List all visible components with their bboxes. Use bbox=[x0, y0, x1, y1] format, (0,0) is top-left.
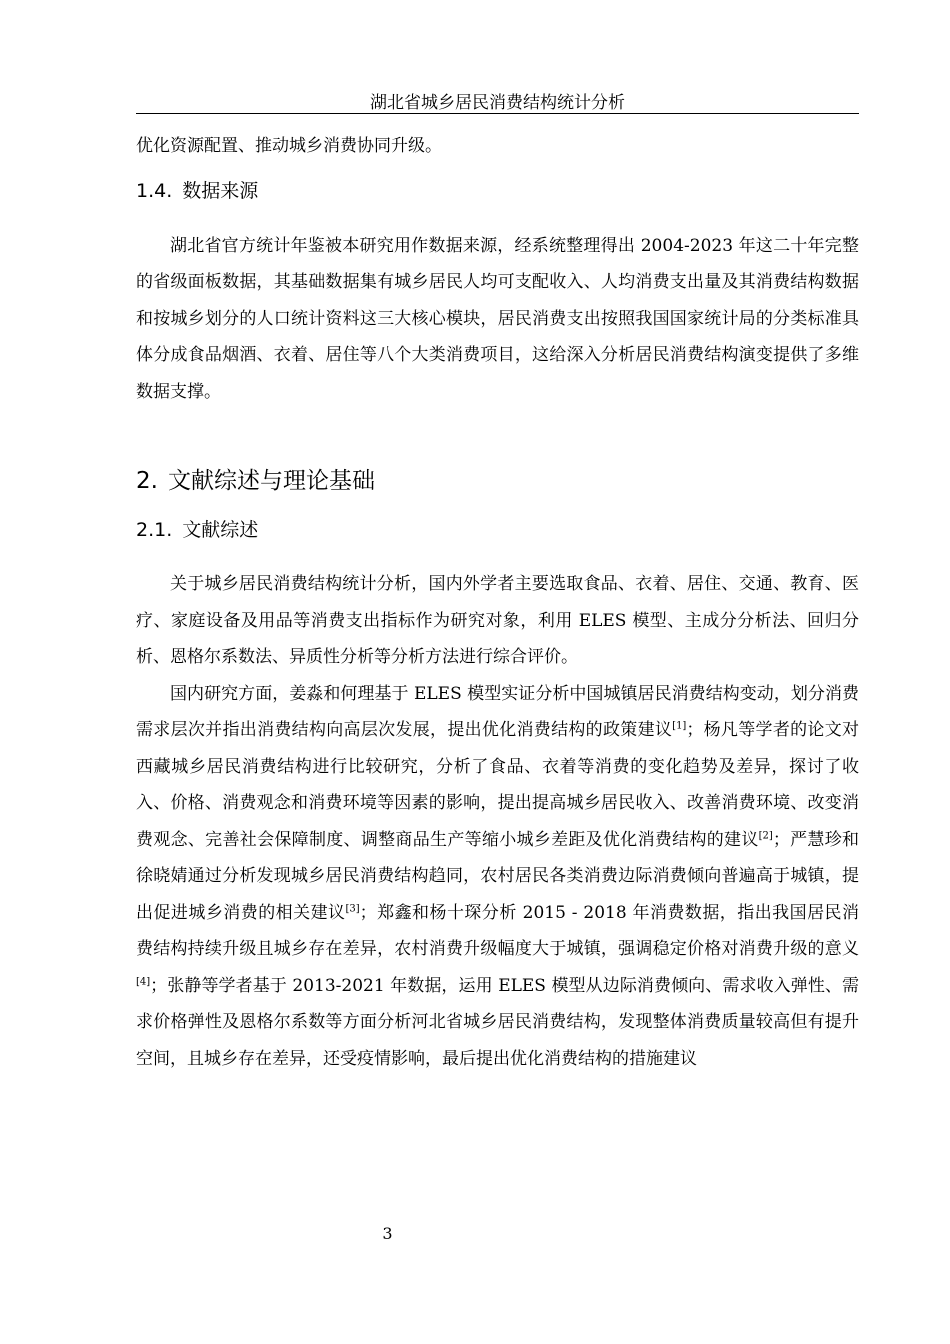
citation-ref: [2] bbox=[758, 829, 773, 841]
paragraph-data-source: 湖北省官方统计年鉴被本研究用作数据来源，经系统整理得出 2004-2023 年这二十年完整的省级面板数据，其基础数据集有城乡居民人均可支配收入、人均消费支出量及其消费结构数据和按城乡划分的人口统计资料这三大核心模块，居民消费支出按照我国国家统计局的分类标准具体分成食品烟酒、衣着、居住等八个大类消费项目，这给深入分析居民消费结构演变提供了多维数据支撑。 bbox=[136, 235, 859, 402]
section-heading-2-1 bbox=[136, 516, 859, 544]
paragraph-literature-overview: 关于城乡居民消费结构统计分析，国内外学者主要选取食品、衣着、居住、交通、教育、医疗、家庭设备及用品等消费支出指标作为研究对象，利用 ELES 模型、主成分分析法、回归分析、恩格尔系数法、异质性分析等分析方法进行综合评价。 bbox=[136, 574, 859, 667]
citation-ref: [3] bbox=[345, 902, 360, 914]
sentence: ；张静等学者基于 2013-2021 年数据，运用 ELES 模型从边际消费倾向、需求收入弹性、需求价格弹性及恩格尔系数等方面分析河北省城乡居民消费结构，发现整体消费质量较高但有提升空间，且城乡存在差异，还受疫情影响，最后提出优化消费结构的措施建议 bbox=[136, 975, 859, 1069]
section-number: 1.4. bbox=[136, 179, 173, 202]
chapter-number: 2. bbox=[136, 468, 158, 494]
header-rule bbox=[136, 113, 859, 114]
continuation-text: 优化资源配置、推动城乡消费协同升级。 bbox=[136, 136, 442, 156]
sentence: 国内研究方面，姜淼和何理基于 ELES 模型实证分析中国城镇居民消费结构变动，划分消费需求层次并指出消费结构向高层次发展，提出优化消费结构的政策建议 bbox=[136, 683, 859, 740]
section-number: 2.1. bbox=[136, 519, 173, 541]
sentence: ；严慧珍和徐晓婧通过分析发现城乡居民消费结构趋同，农村居民各类消费边际消费倾向普遍高于城镇，提出促进城乡消费的相关建议 bbox=[136, 829, 860, 923]
section-title: 数据来源 bbox=[182, 179, 259, 202]
chapter-heading-2 bbox=[136, 464, 859, 498]
paragraph-domestic-research bbox=[136, 676, 859, 1078]
page-number: 3 bbox=[382, 1224, 393, 1243]
citation-ref: [1] bbox=[672, 720, 687, 732]
page-content bbox=[136, 128, 859, 1077]
page-footer bbox=[136, 1224, 859, 1244]
chapter-title: 文献综述与理论基础 bbox=[167, 468, 375, 494]
section-title: 文献综述 bbox=[182, 519, 259, 541]
section-heading-1-4 bbox=[136, 177, 859, 205]
sentence: ；杨凡等学者的论文对西藏城乡居民消费结构进行比较研究，分析了食品、衣着等消费的变化趋势及差异，探讨了收入、价格、消费观念和消费环境等因素的影响，提出提高城乡居民收入、改善消费环境、改变消费观念、完善社会保障制度、调整商品生产等缩小城乡差距及优化消费结构的建议 bbox=[136, 720, 860, 850]
citation-ref: [4] bbox=[136, 975, 151, 987]
running-header: 湖北省城乡居民消费结构统计分析 bbox=[370, 93, 625, 113]
sentence: ；郑鑫和杨十琛分析 2015 - 2018 年消费数据，指出我国居民消费结构持续升级且城乡存在差异，农村消费升级幅度大于城镇，强调稳定价格对消费升级的意义 bbox=[136, 902, 860, 959]
